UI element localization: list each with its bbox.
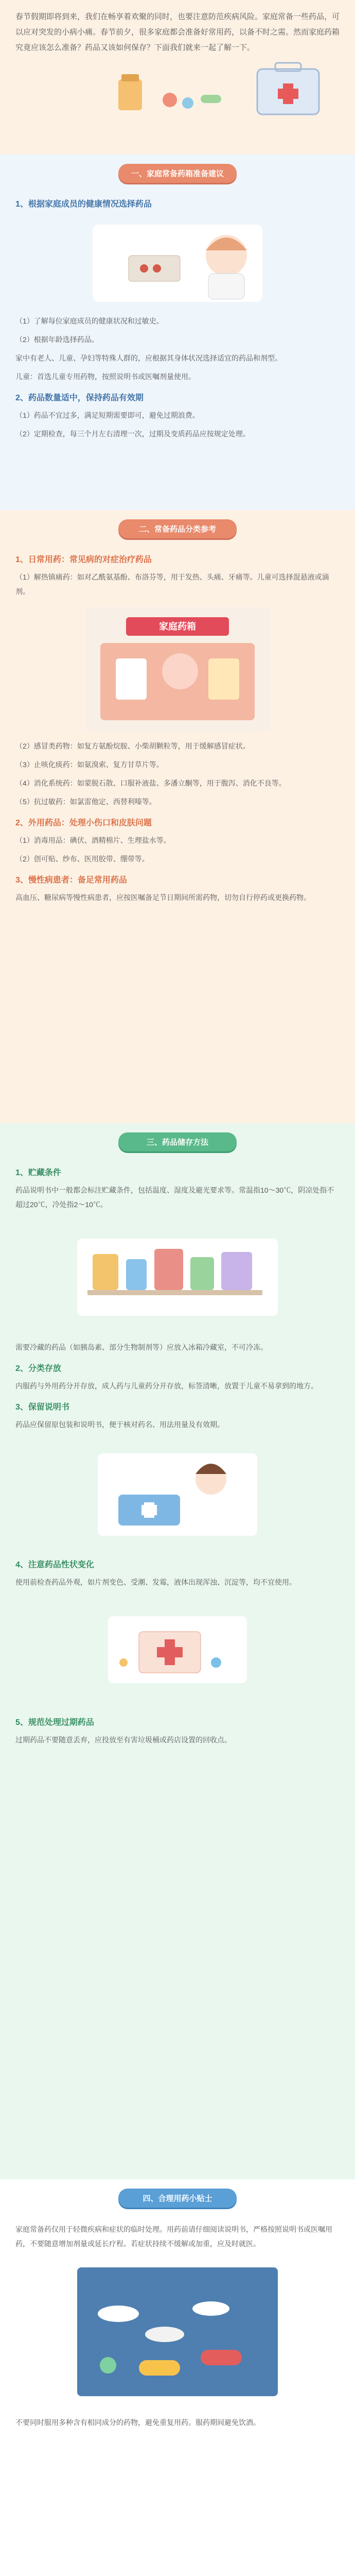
medicine-box-with-pills-illustration (15, 1601, 340, 1699)
nurse-holding-pills-illustration (15, 214, 340, 307)
paragraph: 药品说明书中一般都会标注贮藏条件，包括温度、湿度及避光要求等。常温指10～30℃，阴凉处指不超过20℃，冷处指2～10℃。 (15, 1186, 334, 1209)
medicine-shelf-illustration (15, 1223, 340, 1326)
paragraph: 药品应保留原包装和说明书，便于核对药名、用法用量及有效期。 (15, 1420, 224, 1429)
intro-section (0, 0, 355, 155)
paragraph: （1）药品不宜过多，满足短期需要即可，避免过期浪费。 (15, 411, 200, 419)
section-title-pill: 四、合理用药小贴士 (118, 2189, 237, 2208)
paragraph: 不要同时服用多种含有相同成分的药物，避免重复用药。服药期间避免饮酒。 (15, 2418, 260, 2427)
subheading: 2、分类存放 (15, 1364, 61, 1373)
paragraph: （5）抗过敏药：如氯雷他定、西替利嗪等。 (15, 798, 156, 806)
section-kit-advice (0, 155, 355, 510)
medicine-kit-illustration (15, 59, 340, 121)
section-drug-categories (0, 510, 355, 1123)
paragraph: （1）了解每位家庭成员的健康状况和过敏史。 (15, 317, 164, 325)
paragraph: 儿童：首选儿童专用药物，按照说明书或医嘱剂量使用。 (15, 372, 196, 381)
paragraph: （1）消毒用品：碘伏、酒精棉片、生理盐水等。 (15, 836, 171, 844)
paragraph: 高血压、糖尿病等慢性病患者，应按医嘱备足节日期间所需药物，切勿自行停药或更换药物。 (15, 893, 311, 902)
pharmacy-sign: 家庭药箱 (126, 617, 229, 636)
section-title-pill: 二、常备药品分类参考 (118, 519, 237, 538)
subheading: 4、注意药品性状变化 (15, 1561, 94, 1569)
subheading: 2、外用药品：处理小伤口和皮肤问题 (15, 819, 152, 827)
section-rational-use (0, 2179, 355, 2576)
subheading: 3、保留说明书 (15, 1403, 69, 1412)
paragraph: （3）止咳化痰药：如氨溴索、复方甘草片等。 (15, 760, 164, 769)
pharmacy-illustration (85, 607, 270, 731)
paragraph: （2）定期检查，每三个月左右清理一次，过期及变质药品应按规定处理。 (15, 430, 250, 438)
pills-photo (15, 2262, 340, 2401)
paragraph: 内服药与外用药分开存放，成人药与儿童药分开存放，标签清晰，放置于儿童不易拿到的地方。 (15, 1382, 318, 1390)
paragraph: 过期药品不要随意丢弃，应投放至有害垃圾桶或药店设置的回收点。 (15, 1736, 232, 1744)
intro-text: 春节假期即将到来，我们在畅享着欢聚的同时，也要注意防范疾病风险。家庭常备一些药品，可以应对突发的小病小痛。春节前夕，很多家庭都会准备好常用药，以备不时之需。然而家庭药箱究竟应该怎么准备？药品又该如何保存？下面我们就来一起了解一下。 (15, 12, 340, 52)
paragraph: （2）创可贴、纱布、医用胶带、绷带等。 (15, 855, 149, 863)
paragraph: 需要冷藏的药品（如胰岛素、部分生物制剂等）应放入冰箱冷藏室，不可冷冻。 (15, 1343, 268, 1351)
paragraph: 家庭常备药仅用于轻微疾病和症状的临时处理。用药前请仔细阅读说明书，严格按照说明书或医嘱用药，不要随意增加剂量或延长疗程。若症状持续不缓解或加重，应及时就医。 (15, 2225, 332, 2248)
woman-with-first-aid-box-illustration (15, 1443, 340, 1541)
section-storage (0, 1123, 355, 2179)
paragraph: （2）感冒类药物：如复方氨酚烷胺、小柴胡颗粒等，用于缓解感冒症状。 (15, 742, 250, 750)
subheading: 2、药品数量适中，保持药品有效期 (15, 394, 144, 402)
subheading: 1、日常用药：常见病的对症治疗药品 (15, 555, 152, 564)
paragraph: （2）根据年龄选择药品。 (15, 335, 99, 344)
paragraph: （1）解热镇痛药：如对乙酰氨基酚、布洛芬等，用于发热、头痛、牙痛等。儿童可选择混悬液或滴剂。 (15, 573, 329, 596)
subheading: 5、规范处理过期药品 (15, 1718, 94, 1727)
paragraph: 家中有老人、儿童、孕妇等特殊人群的，应根据其身体状况选择适宜的药品和剂型。 (15, 354, 282, 362)
paragraph: （4）消化系统药：如蒙脱石散、口服补液盐、多潘立酮等，用于腹泻、消化不良等。 (15, 779, 286, 787)
section-title-pill: 三、药品储存方法 (118, 1132, 237, 1151)
section-title-pill: 一、家庭常备药箱准备建议 (118, 164, 237, 183)
subheading: 1、根据家庭成员的健康情况选择药品 (15, 200, 152, 209)
subheading: 1、贮藏条件 (15, 1168, 61, 1177)
paragraph: 使用前检查药品外观，如片剂变色、受潮、发霉，液体出现浑浊、沉淀等，均不宜使用。 (15, 1578, 296, 1586)
subheading: 3、慢性病患者：备足常用药品 (15, 876, 127, 885)
